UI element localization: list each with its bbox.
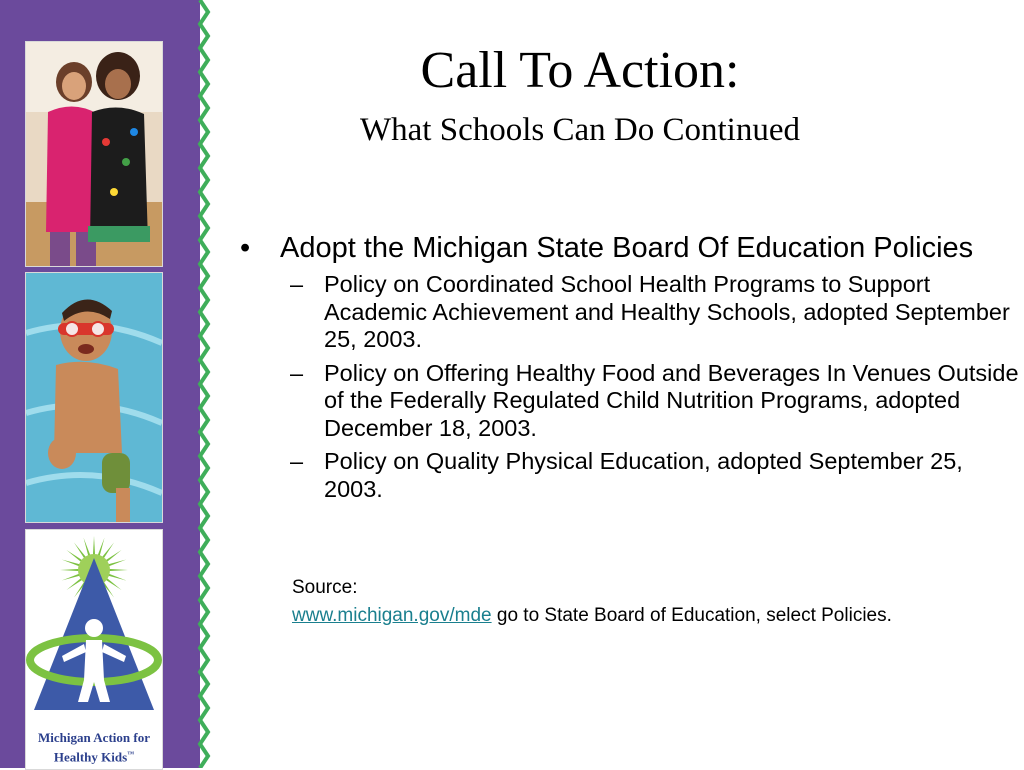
sidebar-panel bbox=[0, 0, 212, 768]
sub-bullet-1 bbox=[240, 271, 1020, 354]
logo-caption bbox=[26, 729, 162, 765]
michigan-mde-link[interactable]: www.michigan.gov/mde bbox=[292, 605, 492, 626]
slide-subtitle: What Schools Can Do Continued bbox=[360, 112, 800, 148]
bullet-dot-icon: • bbox=[240, 232, 251, 264]
photo-two-girls bbox=[25, 41, 163, 267]
photo-boy-swimmer bbox=[25, 272, 163, 523]
dash-mark-icon: – bbox=[290, 448, 304, 474]
bullet-main bbox=[240, 232, 1020, 265]
logo-line-1: Michigan Action for bbox=[38, 729, 150, 745]
source-label: Source: bbox=[292, 577, 358, 598]
source-line bbox=[292, 604, 892, 628]
sub-bullet-text: Policy on Offering Healthy Food and Beverages In Venues Outside of the Federally Regulated Child Nutrition Programs, adopted December 18, 2003. bbox=[324, 359, 1019, 441]
sub-bullet-text: Policy on Quality Physical Education, adopted September 25, 2003. bbox=[324, 448, 963, 502]
logo-trademark: ™ bbox=[127, 749, 135, 758]
logo-line-2 bbox=[26, 746, 162, 765]
bullet-main-text: Adopt the Michigan State Board Of Education Policies bbox=[280, 232, 974, 264]
logo-michigan-action-healthy-kids bbox=[25, 529, 163, 770]
source-instructions: go to State Board of Education, select Policies. bbox=[491, 605, 892, 626]
sub-bullet-text: Policy on Coordinated School Health Programs to Support Academic Achievement and Healthy Schools, adopted September 25, 2003. bbox=[324, 271, 1010, 352]
slide-body bbox=[240, 232, 1020, 503]
sub-bullet-2 bbox=[240, 360, 1020, 443]
dash-mark-icon: – bbox=[290, 359, 304, 386]
sub-bullet-3 bbox=[240, 448, 1020, 503]
dash-mark-icon: – bbox=[290, 271, 304, 297]
logo-line-2-text: Healthy Kids bbox=[53, 749, 128, 764]
slide-title: Call To Action: bbox=[420, 42, 740, 99]
